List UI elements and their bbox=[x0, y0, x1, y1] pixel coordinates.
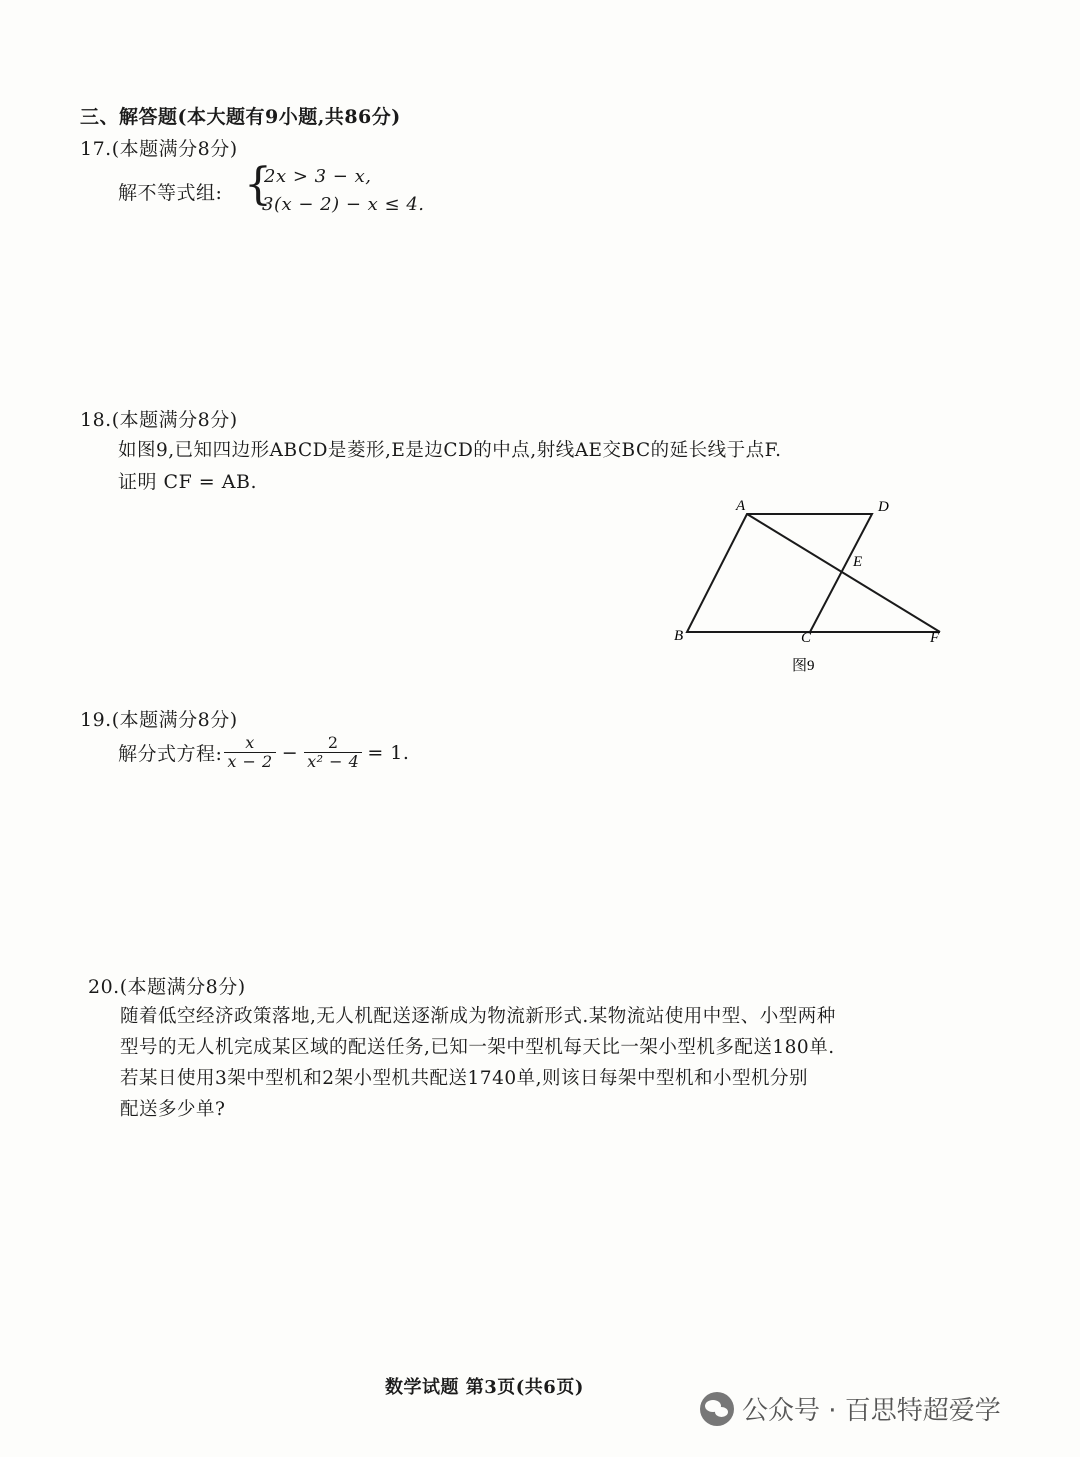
point-b-label: B bbox=[674, 628, 684, 644]
section-title: 三、解答题(本大题有9小题,共86分) bbox=[80, 106, 401, 128]
q18-header: 18.(本题满分8分) bbox=[80, 409, 238, 431]
point-a-label: A bbox=[736, 498, 746, 514]
q18-prove: 证明 CF = AB. bbox=[118, 471, 257, 493]
watermark-text: 公众号 · 百思特超爱学 bbox=[742, 1396, 1001, 1426]
watermark bbox=[700, 1390, 1001, 1427]
point-d-label: D bbox=[878, 499, 889, 515]
fraction-2 bbox=[304, 734, 362, 772]
q20-line-3: 若某日使用3架中型机和2架小型机共配送1740单,则该日每架中型机和小型机分别 bbox=[120, 1068, 809, 1089]
point-c-label: C bbox=[801, 630, 812, 646]
q19-header: 19.(本题满分8分) bbox=[80, 709, 238, 731]
q19-equation bbox=[118, 734, 409, 772]
wechat-icon bbox=[700, 1392, 734, 1426]
q19-prompt: 解分式方程: bbox=[118, 743, 223, 766]
q20-line-4: 配送多少单? bbox=[120, 1099, 226, 1120]
q17-inequality-2: 3(x − 2) − x ≤ 4. bbox=[262, 194, 425, 215]
q17-inequality-1: 2x > 3 − x, bbox=[264, 166, 372, 187]
point-f-label: F bbox=[930, 630, 940, 646]
q20-line-2: 型号的无人机完成某区域的配送任务,已知一架中型机每天比一架小型机多配送180单. bbox=[120, 1037, 835, 1058]
q20-header: 20.(本题满分8分) bbox=[88, 976, 246, 998]
q18-statement: 如图9,已知四边形ABCD是菱形,E是边CD的中点,射线AE交BC的延长线于点F. bbox=[118, 440, 782, 461]
point-e-label: E bbox=[853, 554, 863, 570]
fraction-1 bbox=[224, 734, 275, 772]
fraction-1-denominator: x − 2 bbox=[224, 752, 275, 771]
q20-line-1: 随着低空经济政策落地,无人机配送逐渐成为物流新形式.某物流站使用中型、小型两种 bbox=[120, 1006, 836, 1027]
equation-rhs: = 1. bbox=[367, 741, 410, 764]
fraction-1-numerator: x bbox=[245, 733, 255, 752]
page-footer: 数学试题 第3页(共6页) bbox=[385, 1377, 584, 1398]
fraction-2-numerator: 2 bbox=[327, 733, 339, 752]
figure-caption: 图9 bbox=[792, 658, 815, 674]
minus-sign: − bbox=[281, 741, 299, 764]
figure-9-diagram bbox=[660, 490, 960, 680]
q17-header: 17.(本题满分8分) bbox=[80, 138, 238, 160]
q17-prompt: 解不等式组: bbox=[118, 182, 223, 204]
fraction-2-denominator: x² − 4 bbox=[304, 752, 362, 771]
ray-ae bbox=[747, 514, 940, 632]
q17-brace: { bbox=[244, 159, 272, 210]
